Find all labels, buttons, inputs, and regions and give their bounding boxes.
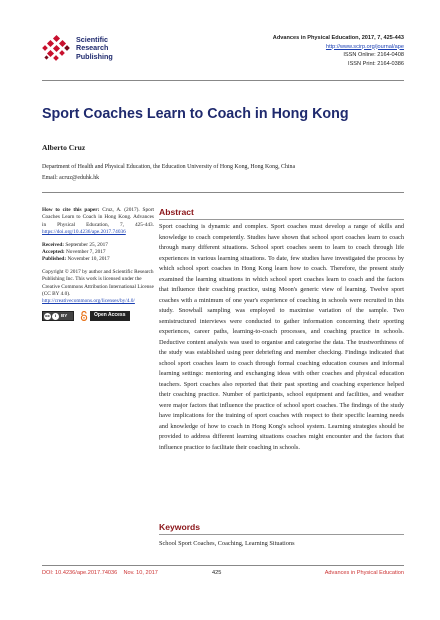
header-divider (42, 80, 404, 81)
accepted-date: November 7, 2017 (65, 249, 106, 256)
page-number: 425 (212, 570, 222, 576)
issn-online: ISSN Online: 2164-0408 (343, 52, 404, 59)
copyright-text: Copyright © 2017 by author and Scientific Research Publishing Inc. This work is licensed under the Creative Commons Attribution International License (CC BY 4.0). (42, 268, 154, 298)
author-name: Alberto Cruz (42, 143, 86, 152)
open-access-badge (80, 311, 130, 321)
license-link[interactable]: http://creativecommons.org/licenses/by/4.0/ (42, 298, 135, 305)
citation-block (42, 207, 154, 237)
footer-doi-date (42, 570, 158, 576)
cc-icon: cc (45, 313, 50, 319)
author-affiliation: Department of Health and Physical Education, the Education University of Hong Kong, Hong Kong, China (42, 164, 296, 170)
published-date: November 10, 2017 (67, 256, 110, 263)
attribution-icon: i (52, 313, 59, 320)
keywords-heading: Keywords (159, 522, 201, 532)
footer-doi[interactable]: DOI: 10.4236/ape.2017.74036 (42, 570, 118, 576)
abstract-text: Sport coaching is dynamic and complex. Sport coaches must develop a range of skills and knowledge to coach competently. Studies have shown that school sport coaches learn to coach through many different situations. School sport coaches seem to learn to coach through life experiences in various learning situations. To date, few studies have investigated the process by which school sport coaches in Hong Kong learn how to coach. Therefore, the present study examined the learning situations in which school sport coaches learn to coach and the factors that influence their coaching practice, using Moon's generic view of learning. Twelve sport coaches with a minimum of one year's experience of coaching in schools were recruited in this study. Snowball sampling was employed to maximise variation of the sample. Two semistructured interviews were conducted to gather information concerning their sporting experiences, career paths, learning-to-coach processes, and coaching practice in schools. Deductive content analysis was used to organise and categorise the data. The trustworthiness of the study was established using peer debriefing and member checking. Findings indicated that school sport coaches learn to coach through formal coaching education courses and informal learning settings: mentoring and exchanging ideas with other coaches and physical education teachers. Sport coaches also reported that their past sporting and coaching experience helped their coaching practice. Number of participants, school equipment and facilities, and weather were major factors that influence the practice of school sport coaches. The findings of the study have implications for the training of sport coaches with respect to their specific learning needs and knowledge of how to coach in Hong Kong's school system. Learning strategies should be provided to address different learning situations coaches might encounter and the factors that influence practice to facilitate their coaching in schools. (159, 223, 404, 451)
footer-journal: Advances in Physical Education (324, 570, 404, 576)
copyright-block (42, 269, 154, 306)
journal-url-link[interactable]: http://www.scirp.org/journal/ape (325, 43, 404, 50)
footer-divider (42, 565, 404, 566)
received-date: September 25, 2017 (65, 241, 108, 248)
author-email: Email: acruz@eduhk.hk (42, 175, 100, 181)
footer-date: Nov. 10, 2017 (123, 570, 158, 576)
license-badges (42, 311, 154, 321)
issn-print: ISSN Print: 2164-0386 (348, 60, 404, 67)
cite-label: How to cite this paper: (42, 207, 100, 213)
cc-by-badge[interactable] (42, 311, 74, 321)
keywords-divider (159, 534, 404, 535)
article-info-sidebar (42, 207, 154, 321)
cite-doi-link[interactable]: https://doi.org/10.4236/ape.2017.74036 (42, 229, 126, 236)
title-divider (42, 192, 404, 193)
article-title: Sport Coaches Learn to Coach in Hong Kong (42, 106, 349, 122)
journal-citation: Advances in Physical Education, 2017, 7, 425-443 (272, 35, 404, 41)
dates-block: Received: September 25, 2017 Accepted: November 7, 2017 Published: November 10, 2017 (42, 241, 110, 263)
publisher-name: Scientific Research Publishing (76, 35, 113, 61)
open-lock-icon (80, 311, 88, 321)
abstract-divider (159, 219, 404, 220)
cc-by-label: BY (61, 313, 68, 319)
cite-text: Cruz, A. (2017). Sport Coaches Learn to Coach in Hong Kong. Advances in Physical Education, 7, 425-443. (42, 207, 155, 228)
keywords-text: School Sport Coaches, Coaching, Learning Situations (159, 540, 295, 547)
abstract-heading: Abstract (159, 207, 194, 217)
publisher-logo (42, 34, 72, 64)
journal-header (273, 34, 404, 68)
open-access-label: Open Access (90, 311, 130, 321)
